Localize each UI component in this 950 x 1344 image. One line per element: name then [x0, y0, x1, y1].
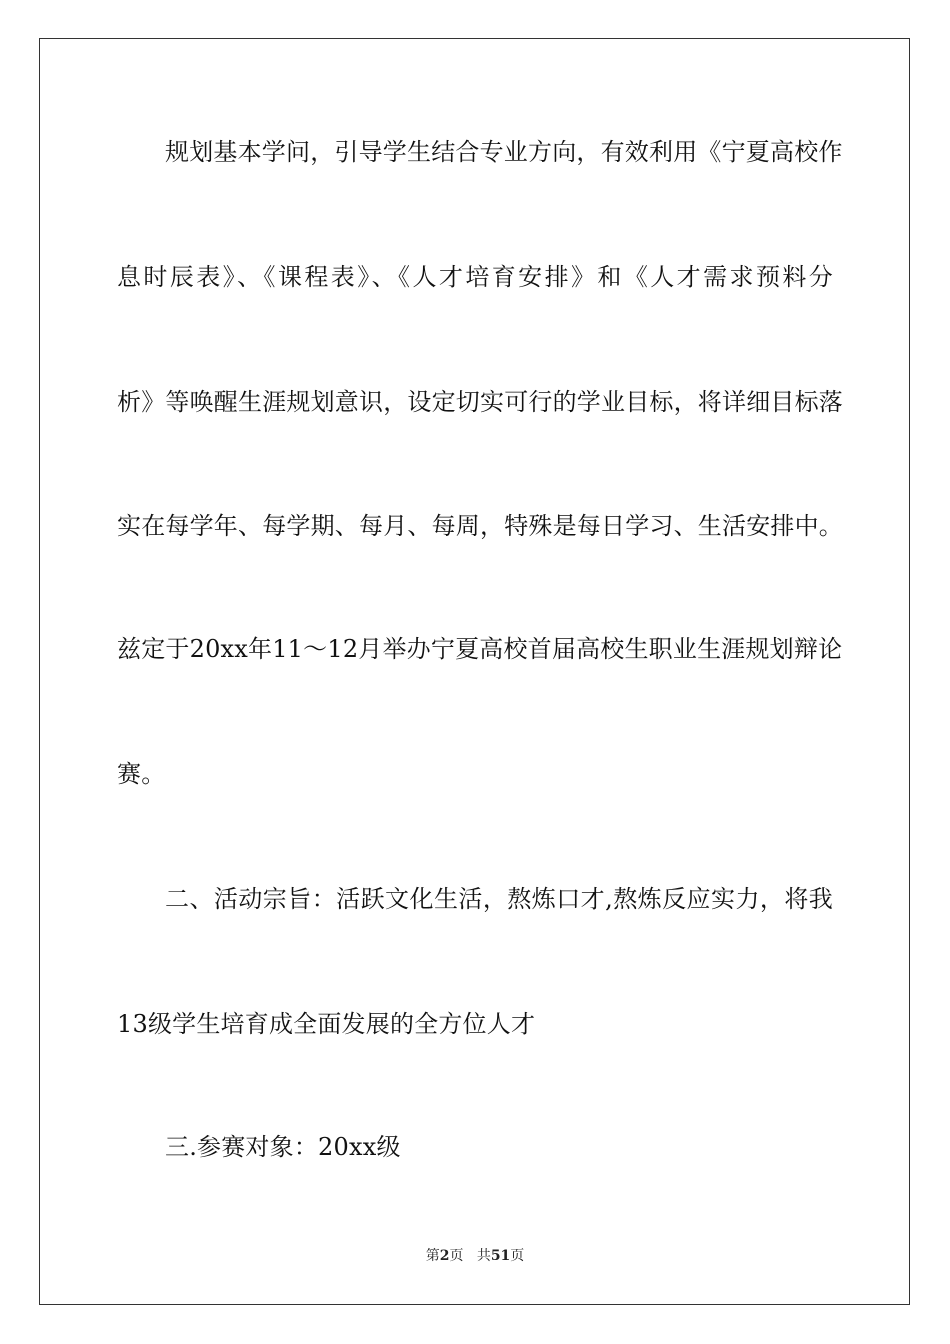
page-footer: [0, 1247, 950, 1265]
paragraph-line-1: 规划基本学问，引导学生结合专业方向，有效利用《宁夏高校作: [165, 138, 843, 166]
paragraph-line-6: 赛。: [117, 760, 166, 788]
paragraph-line-3: 析》等唤醒生涯规划意识，设定切实可行的学业目标，将详细目标落: [117, 388, 843, 416]
page-border: [39, 38, 910, 1305]
section-two-line-2: 13级学生培育成全面发展的全方位人才: [117, 1010, 536, 1038]
section-three-heading: 三.参赛对象：20xx级: [165, 1133, 401, 1161]
total-pages: 51: [490, 1248, 511, 1264]
total-suffix: 页: [510, 1248, 525, 1264]
paragraph-line-2: 息时辰表》、《课程表》、《人才培育安排》和《人才需求预料分: [117, 263, 833, 291]
page-suffix: 页: [449, 1248, 464, 1264]
page-number: 2: [439, 1248, 450, 1264]
total-prefix: 共: [476, 1248, 491, 1264]
page-prefix: 第: [425, 1248, 440, 1264]
paragraph-line-4: 实在每学年、每学期、每月、每周，特殊是每日学习、生活安排中。: [117, 512, 843, 540]
paragraph-line-5: 兹定于20xx年11～12月举办宁夏高校首届高校生职业生涯规划辩论: [117, 635, 843, 663]
section-two-line-1: 二、活动宗旨：活跃文化生活，熬炼口才,熬炼反应实力，将我: [165, 885, 833, 913]
